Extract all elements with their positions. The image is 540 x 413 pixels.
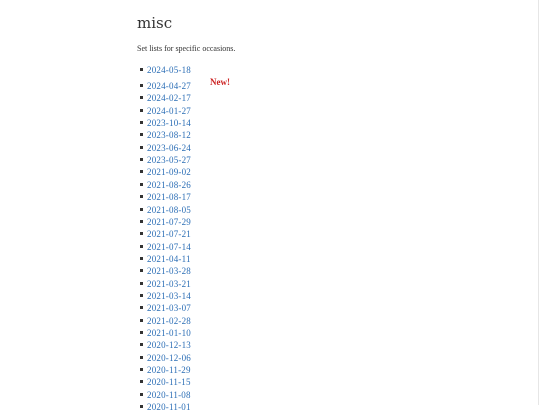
set-list-link[interactable]: 2021-04-11	[147, 253, 191, 264]
set-list-item	[137, 253, 217, 265]
list-bullet	[140, 195, 143, 198]
set-list-item	[137, 352, 217, 364]
set-list-link[interactable]: 2023-08-12	[147, 130, 191, 141]
list-bullet	[140, 183, 143, 186]
list-bullet	[140, 68, 143, 71]
set-list-item	[137, 64, 217, 76]
set-list-item	[137, 154, 217, 166]
list-bullet	[140, 96, 143, 99]
list-bullet	[140, 133, 143, 136]
set-list-item	[137, 92, 217, 104]
set-list-link[interactable]: 2023-10-14	[147, 118, 191, 129]
set-list-link[interactable]: 2020-12-06	[147, 352, 191, 363]
list-bullet	[140, 121, 143, 124]
set-list-link[interactable]: 2021-07-29	[147, 216, 191, 227]
list-bullet	[140, 319, 143, 322]
set-list-link[interactable]: 2024-05-18	[147, 65, 191, 75]
set-list-link[interactable]: 2021-08-26	[147, 179, 191, 190]
list-bullet	[140, 208, 143, 211]
set-list-link[interactable]: 2020-11-29	[147, 365, 191, 376]
set-list-link[interactable]: 2020-12-13	[147, 340, 191, 351]
list-bullet	[140, 380, 143, 383]
list-bullet	[140, 294, 143, 297]
set-list-link[interactable]: 2023-06-24	[147, 142, 191, 153]
set-list-link[interactable]: 2021-08-05	[147, 204, 191, 215]
set-list-link[interactable]: 2021-09-02	[147, 167, 191, 178]
set-list-item	[137, 302, 217, 314]
list-bullet	[140, 109, 143, 112]
set-list-item	[137, 142, 217, 154]
list-bullet	[140, 282, 143, 285]
set-list-item	[137, 241, 217, 253]
set-list-link[interactable]: 2021-03-28	[147, 266, 191, 277]
set-list-link[interactable]: 2024-04-27	[147, 81, 191, 91]
set-list-link[interactable]: 2021-07-14	[147, 241, 191, 252]
set-list-link[interactable]: 2020-11-01	[147, 402, 191, 413]
set-list-item	[137, 204, 217, 216]
list-bullet	[140, 220, 143, 223]
set-list-link[interactable]: 2021-03-21	[147, 278, 191, 289]
list-bullet	[140, 269, 143, 272]
set-list-item	[137, 265, 217, 277]
set-list-item	[137, 228, 217, 240]
window-edge	[538, 0, 539, 405]
list-bullet	[140, 170, 143, 173]
set-list-link[interactable]: 2021-07-21	[147, 229, 191, 240]
set-list-item	[137, 117, 217, 129]
page-description: Set lists for specific occasions.	[137, 44, 236, 53]
set-list-item	[137, 315, 217, 327]
set-list-item	[137, 216, 217, 228]
set-list-link[interactable]: 2021-01-10	[147, 328, 191, 338]
set-list-link[interactable]: 2021-03-07	[147, 303, 191, 314]
set-list-item	[137, 339, 217, 351]
set-list-link[interactable]: 2024-02-17	[147, 93, 191, 104]
set-list-item	[137, 166, 217, 178]
set-list-item	[137, 401, 217, 413]
set-list-item	[137, 327, 217, 339]
set-list-item	[137, 389, 217, 401]
list-bullet	[140, 232, 143, 235]
list-bullet	[140, 158, 143, 161]
set-list-item	[137, 364, 217, 376]
set-list-link[interactable]: 2021-02-28	[147, 315, 191, 326]
set-list-item	[137, 179, 217, 191]
set-list-item	[137, 80, 217, 92]
set-list-link[interactable]: 2021-03-14	[147, 290, 191, 301]
set-list-item	[137, 376, 217, 388]
new-badge: New!	[210, 77, 230, 87]
list-bullet	[140, 393, 143, 396]
list-bullet	[140, 368, 143, 371]
list-bullet	[140, 331, 143, 334]
set-list-item	[137, 129, 217, 141]
list-bullet	[140, 343, 143, 346]
set-list-link[interactable]: 2024-01-27	[147, 105, 191, 116]
list-bullet	[140, 257, 143, 260]
set-list-link[interactable]: 2021-08-17	[147, 192, 191, 203]
set-list-link[interactable]: 2023-05-27	[147, 155, 191, 166]
page-title: misc	[137, 14, 173, 32]
set-list-link[interactable]: 2020-11-15	[147, 377, 191, 388]
list-bullet	[140, 356, 143, 359]
list-bullet	[140, 146, 143, 149]
list-bullet	[140, 405, 143, 408]
set-list-item	[137, 290, 217, 302]
set-list-item	[137, 191, 217, 203]
list-bullet	[140, 84, 143, 87]
list-bullet	[140, 306, 143, 309]
list-bullet	[140, 245, 143, 248]
set-list-item	[137, 278, 217, 290]
set-list-item	[137, 105, 217, 117]
set-list-link[interactable]: 2020-11-08	[147, 389, 191, 400]
